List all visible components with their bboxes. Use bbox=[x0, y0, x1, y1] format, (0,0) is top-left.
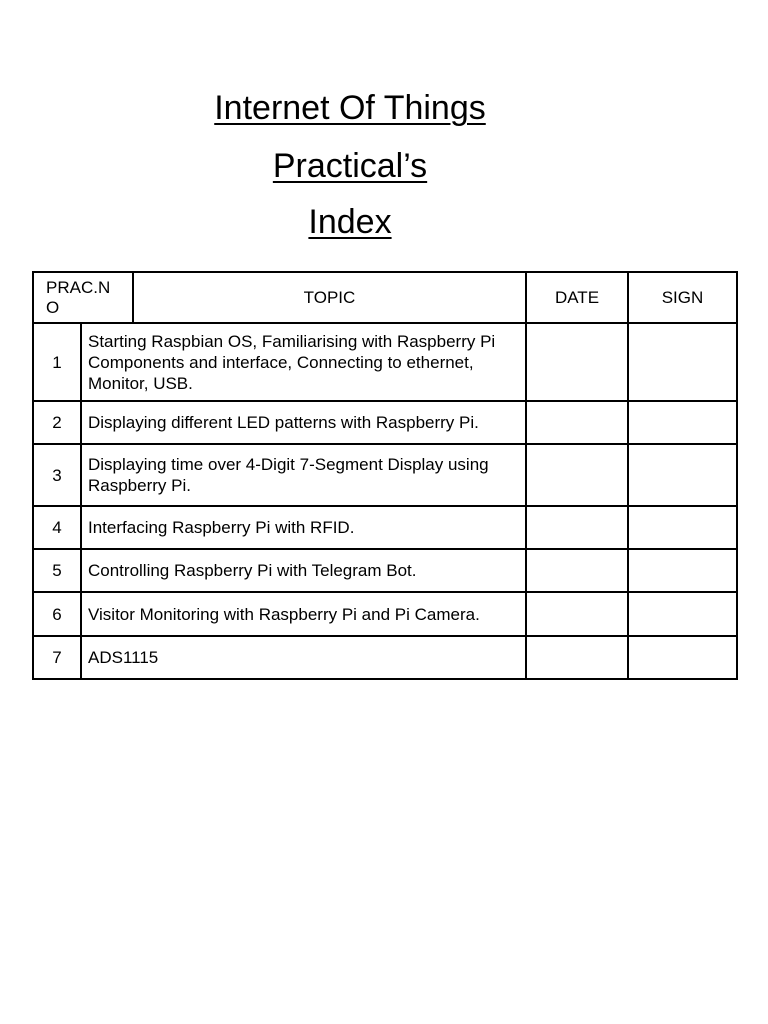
row-sign bbox=[629, 324, 736, 400]
number-column-divider bbox=[80, 322, 82, 680]
row-date bbox=[527, 637, 627, 678]
document-title: Internet Of Things bbox=[214, 89, 486, 127]
row-number: 2 bbox=[52, 413, 62, 432]
row-sign bbox=[629, 402, 736, 443]
header-topic: TOPIC bbox=[303, 288, 356, 307]
row-topic: Interfacing Raspberry Pi with RFID. bbox=[88, 518, 355, 537]
row-number: 6 bbox=[52, 604, 62, 624]
document-subtitle: Practical’s bbox=[272, 147, 428, 185]
header-prac-no: PRAC.N O bbox=[46, 278, 111, 317]
table-border-right bbox=[736, 271, 738, 680]
row-date bbox=[527, 507, 627, 548]
row-date bbox=[527, 324, 627, 400]
row-sign bbox=[629, 637, 736, 678]
row-topic: Starting Raspbian OS, Familiarising with Raspberry Pi Components and interface, Connecting to ethernet, Monitor, USB. bbox=[88, 331, 496, 393]
row-topic: Displaying different LED patterns with Raspberry Pi. bbox=[88, 413, 479, 432]
row-topic: ADS1115 bbox=[88, 648, 159, 667]
row-number: 3 bbox=[52, 465, 62, 485]
row-sign bbox=[629, 550, 736, 591]
row-date bbox=[527, 402, 627, 443]
row-topic: Visitor Monitoring with Raspberry Pi and Pi Camera. bbox=[88, 604, 480, 624]
row-number: 5 bbox=[52, 561, 62, 580]
row-topic: Displaying time over 4-Digit 7-Segment Display using Raspberry Pi. bbox=[88, 455, 489, 495]
header-sign: SIGN bbox=[661, 288, 704, 307]
row-number: 1 bbox=[52, 352, 62, 372]
table-border-bottom bbox=[32, 678, 738, 680]
row-topic: Controlling Raspberry Pi with Telegram Bot. bbox=[88, 561, 417, 580]
document-heading-index: Index bbox=[308, 203, 392, 241]
row-date bbox=[527, 550, 627, 591]
row-number: 4 bbox=[52, 518, 62, 537]
row-number: 7 bbox=[52, 648, 62, 667]
row-date bbox=[527, 445, 627, 505]
row-sign bbox=[629, 593, 736, 635]
header-date: DATE bbox=[554, 288, 600, 307]
row-sign bbox=[629, 445, 736, 505]
row-date bbox=[527, 593, 627, 635]
row-sign bbox=[629, 507, 736, 548]
